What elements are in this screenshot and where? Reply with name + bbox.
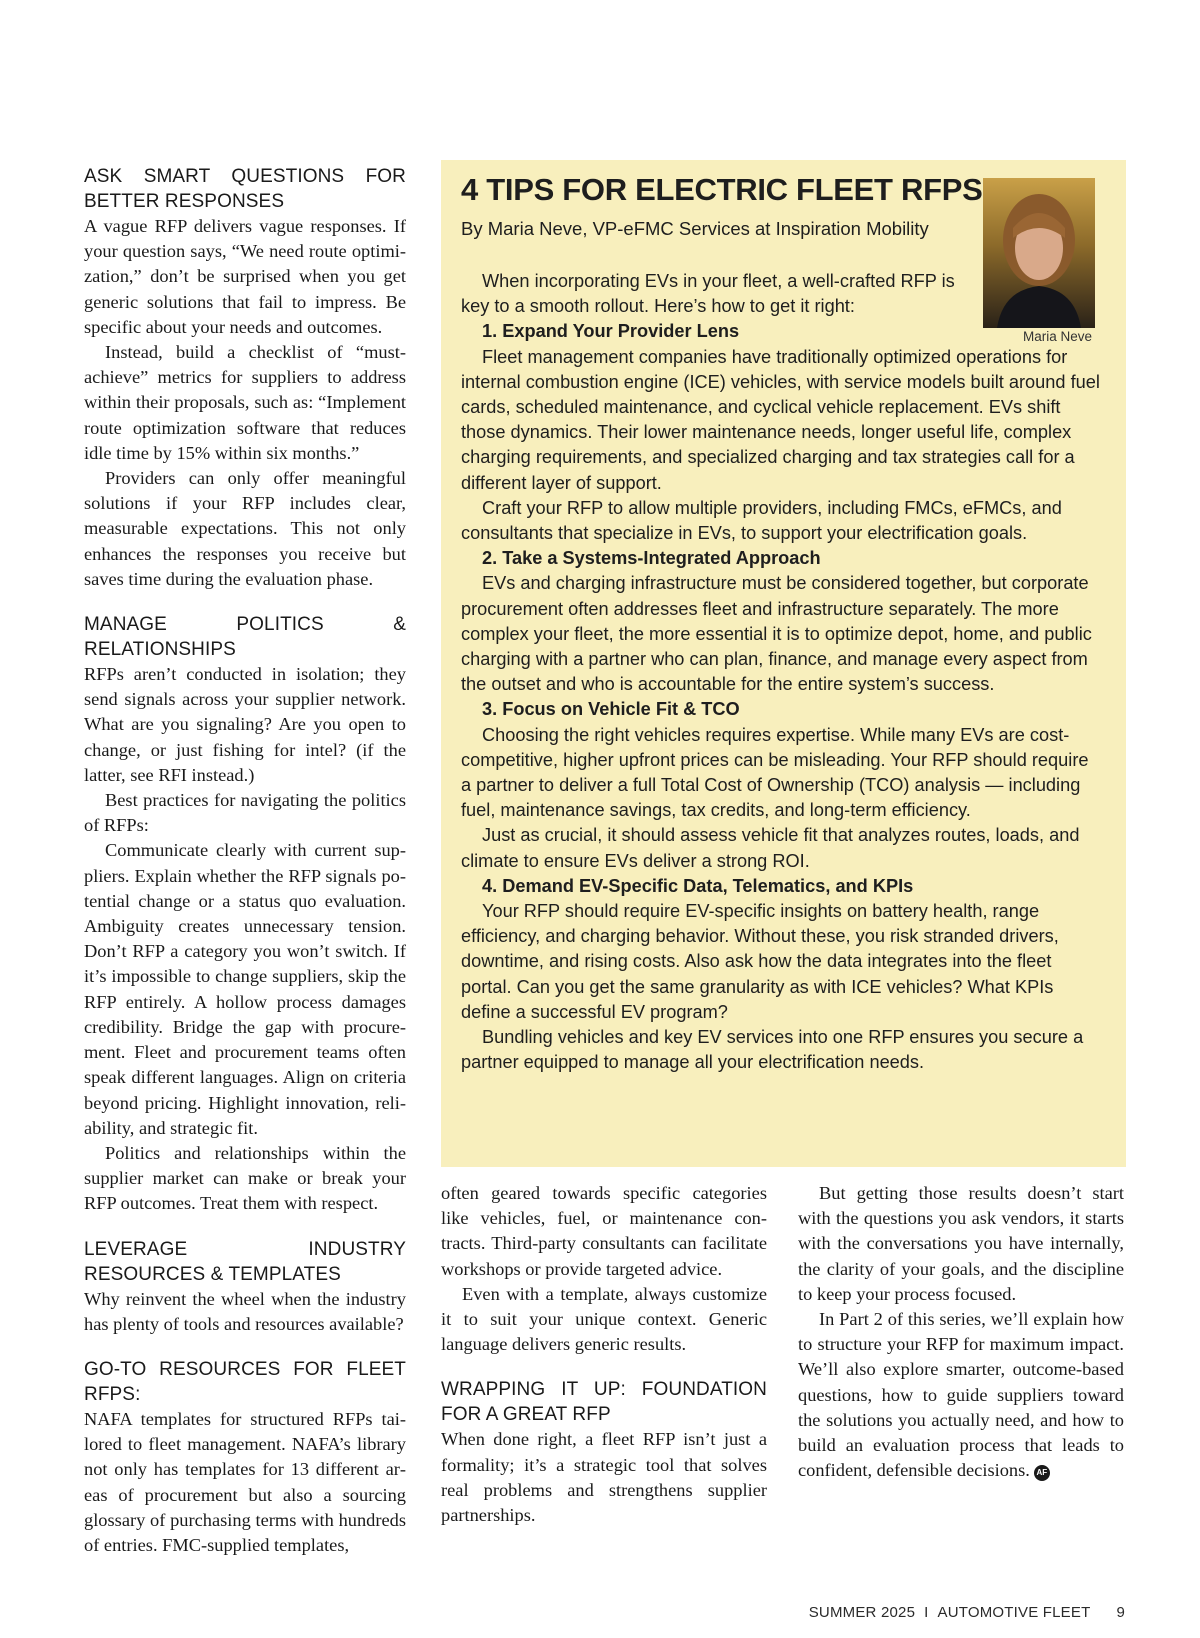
page-footer — [809, 1604, 1125, 1621]
tip-heading: 3. Focus on Vehicle Fit & TCO — [482, 699, 740, 720]
paragraph: A vague RFP delivers vague responses. If your question says, “We need route optimization,” don’t be surprised when you get generic solutions that fail to impress. Be specific about your needs and outcomes. — [84, 216, 406, 337]
sidebar-paragraph: EVs and charging infrastructure must be considered together, but corporate procurement often addresses fleet and infrastructure separately. The more complex your fleet, the more essential it is to optimize depot, home, and public charging with a partner who can plan, finance, and manage every aspect from the outset and who is accountable for the entire system’s success. — [461, 573, 1092, 695]
right-column — [798, 1181, 1124, 1483]
section-heading: WRAPPING IT UP: FOUNDATION FOR A GREAT RFP — [441, 1379, 767, 1426]
sidebar-paragraph: Just as crucial, it should assess vehicle fit that analyzes routes, loads, and climate to ensure EVs deliver a strong ROI. — [461, 825, 1080, 871]
sidebar-paragraph: Craft your RFP to allow multiple providers, including FMCs, eFMCs, and consultants that specialize in EVs, to support your electrification goals. — [461, 497, 1062, 544]
section-heading: MANAGE POLITICS & RELATIONSHIPS — [84, 614, 406, 661]
end-mark-icon: AF — [1034, 1465, 1050, 1481]
sidebar-paragraph: Bundling vehicles and key EV services into one RFP ensures you secure a partner equipped to manage all your electrification needs. — [461, 1027, 1084, 1073]
footer-separator: I — [924, 1604, 929, 1621]
page-number: 9 — [1116, 1604, 1125, 1621]
sidebar-box — [441, 160, 1126, 1167]
paragraph: Communicate clearly with current suppliers. Explain whether the RFP signals potential change or a status quo evaluation. Ambiguity creates unnecessary tension. Don’t RFP a category you won’t switch. If it’s impossible to change suppliers, skip the RFP entirely. A hollow process damages credibility. Bridge the gap with procurement. Fleet and procurement teams often speak different languages. Align on criteria beyond pricing. Highlight innovation, reliability, and strategic fit. — [84, 840, 406, 1138]
paragraph: When done right, a fleet RFP isn’t just a formality; it’s a strategic tool that solves real problems and strengthens supplier partnerships. — [441, 1429, 767, 1526]
section-heading: GO-TO RESOURCES FOR FLEET RFPS: — [84, 1358, 406, 1405]
section-heading: ASK SMART QUESTIONS FOR BETTER RESPONSES — [84, 166, 406, 212]
paragraph: Instead, build a checklist of “must-achieve” metrics for suppliers to address within their proposals, such as: “Implement route optimization software that reduces idle time by 15% within six months.” — [84, 342, 406, 463]
paragraph: Why reinvent the wheel when the industry has plenty of tools and resources available? — [84, 1288, 406, 1334]
paragraph: often geared towards specific categories like vehicles, fuel, or maintenance contracts. Third-party consultants can facilitate workshops or provide targeted advice. — [441, 1183, 767, 1279]
photo-caption: Maria Neve — [1023, 329, 1093, 344]
sidebar-title: 4 TIPS FOR ELECTRIC FLEET RFPS — [461, 172, 983, 207]
issue-label: SUMMER 2025 — [808, 1604, 916, 1621]
paragraph: Even with a template, always customize it to suit your unique context. Generic language delivers generic results. — [441, 1283, 767, 1355]
sidebar-paragraph: Your RFP should require EV-specific insights on battery health, range efficiency, and charging behavior. Without these, you risk stranded drivers, downtime, and rising costs. Also ask how the data integrates into the fleet portal. Can you get the same granularity as with ICE vehicles? What KPIs define a successful EV program? — [461, 901, 1059, 1022]
sidebar-paragraph: Fleet management companies have traditionally optimized operations for internal combustion engine (ICE) vehicles, with service models built around fuel cards, scheduled maintenance, and cyclical vehicle replacement. EVs shift those dynamics. Their lower maintenance needs, longer useful life, complex charging requirements, and specialized charging and tax strategies call for a different layer of support. — [461, 346, 1100, 493]
left-column — [84, 164, 406, 1558]
tip-heading: 2. Take a Systems-Integrated Approach — [482, 548, 821, 569]
sidebar-paragraph: When incorporating EVs in your fleet, a well-crafted RFP is key to a smooth rollout. Here’s how to get it right: — [461, 271, 955, 317]
paragraph: But getting those results doesn’t start with the questions you ask vendors, it starts with the conversations you have internally, the clarity of your goals, and the discipline to keep your process focused. — [798, 1183, 1124, 1304]
tip-heading: 4. Demand EV-Specific Data, Telematics, and KPIs — [482, 875, 914, 896]
sidebar-paragraph: Choosing the right vehicles requires expertise. While many EVs are cost-competitive, higher upfront prices can be misleading. Your RFP should require a partner to deliver a full Total Cost of Ownership (TCO) analysis — including fuel, maintenance savings, tax credits, and long-term efficiency. — [461, 724, 1089, 821]
paragraph — [798, 1307, 1124, 1483]
paragraph: Providers can only offer meaningful solutions if your RFP includes clear, measurable expectations. This not only enhances the responses you receive but saves time during the evaluation phase. — [84, 468, 406, 589]
sidebar-byline: By Maria Neve, VP-eFMC Services at Inspiration Mobility — [461, 218, 929, 239]
paragraph: Best practices for navigating the politics of RFPs: — [84, 790, 406, 836]
paragraph: NAFA templates for structured RFPs tailored to fleet management. NAFA’s library not only has templates for 13 different areas of procurement but also a sourcing glossary of purchasing terms with hundreds of entries. FMC-supplied templates, — [84, 1408, 406, 1555]
tip-heading: 1. Expand Your Provider Lens — [482, 321, 740, 342]
paragraph: RFPs aren’t conducted in isolation; they send signals across your supplier network. What are you signaling? Are you open to change, or just fishing for intel? (if the latter, see RFI instead.) — [84, 664, 406, 785]
sidebar-body — [461, 269, 1103, 1076]
middle-column — [441, 1181, 767, 1528]
paragraph-text: In Part 2 of this series, we’ll explain how to structure your RFP for maximum impact. We’ll also explore smarter, outcome-based questions, how to guide suppliers toward the solutions you actually need, and how to build an evaluation process that leads to confident, defensible decisions. — [798, 1309, 1124, 1481]
section-heading: LEVERAGE INDUSTRY RESOURCES & TEMPLATES — [84, 1238, 406, 1285]
paragraph: Politics and relationships within the supplier market can make or break your RFP outcomes. Treat them with respect. — [84, 1142, 406, 1214]
publication-name: AUTOMOTIVE FLEET — [937, 1604, 1091, 1621]
